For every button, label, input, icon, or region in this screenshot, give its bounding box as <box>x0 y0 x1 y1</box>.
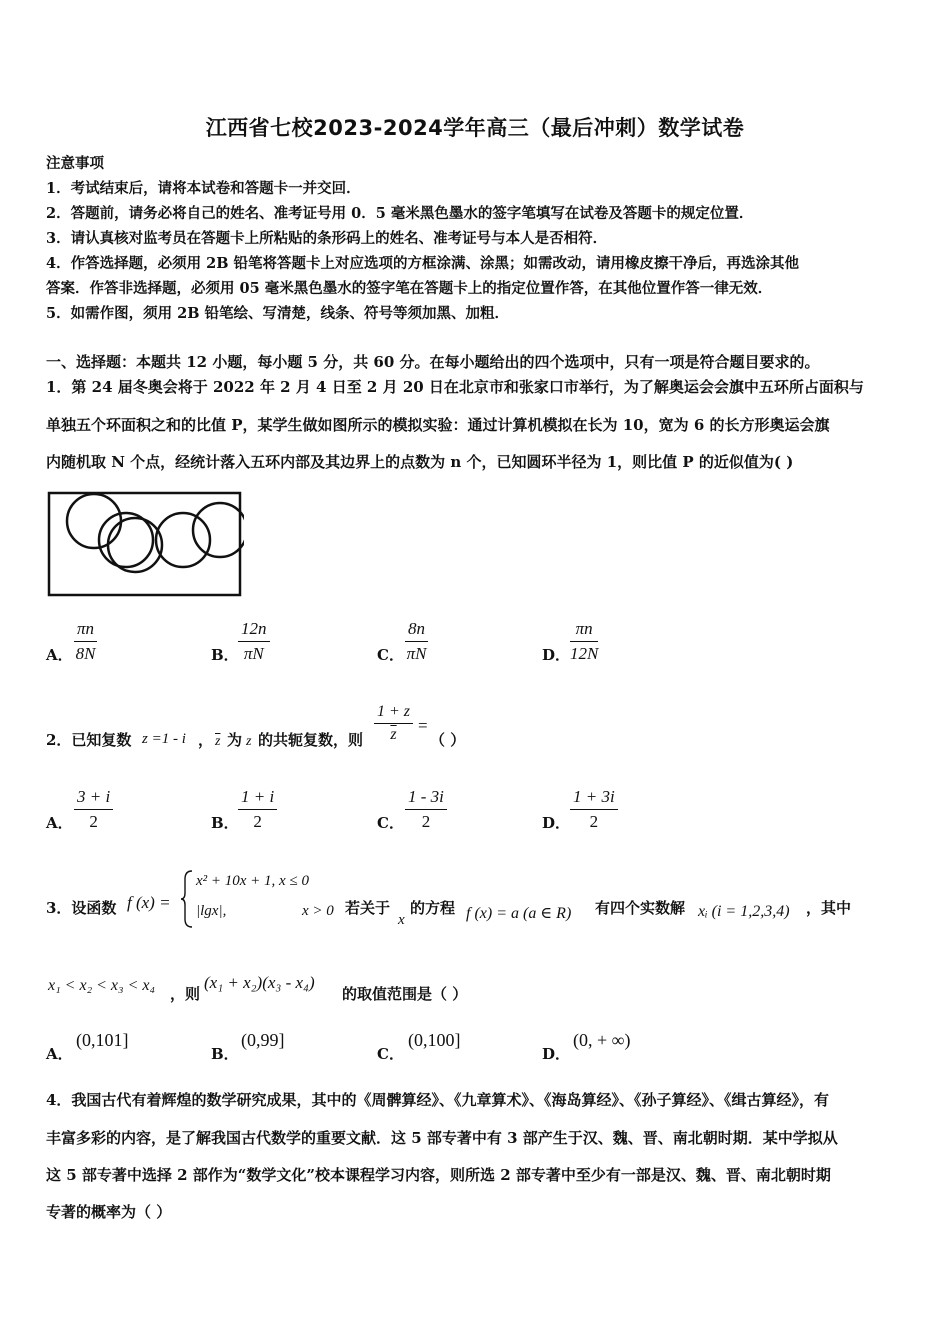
option-label: A． <box>46 1045 73 1063</box>
question-3-equation: f (x) = a (a ∈ R) <box>466 905 572 922</box>
piecewise-case-2-condition: x > 0 <box>302 903 334 919</box>
notice-item: 答案．作答非选择题，必须用 05 毫米黑色墨水的签字笔在答题卡上的指定位置作答，在其他位置作答一律无效． <box>46 280 773 297</box>
question-2-text: 的共轭复数，则 <box>258 731 364 749</box>
option-fraction: $\frac{1 + i}{2}$ <box>238 787 277 832</box>
notice-item: 4．作答选择题，必须用 2B 铅笔将答题卡上对应选项的方框涂满、涂黑；如需改动，请用橡皮擦干净后，再选涂其他 <box>46 255 800 272</box>
option-fraction: $\frac{3 + i}{2}$ <box>74 787 113 832</box>
question-3-text: ，则 <box>170 985 201 1003</box>
question-4-line: 4．我国古代有着辉煌的数学研究成果，其中的《周髀算经》、《九章算术》、《海岛算经》、《孙子算经》、《缉古算经》，有 <box>46 1091 829 1109</box>
question-1-line: 内随机取 N 个点，经统计落入五环内部及其边界上的点数为 n 个，已知圆环半径为 1，则比值 P 的近似值为( ) <box>46 453 794 471</box>
question-2-prefix: 2．已知复数 <box>46 731 132 749</box>
ring <box>193 503 244 557</box>
question-4-line: 专著的概率为（ ） <box>46 1203 172 1221</box>
option-fraction: $\frac{8n}{\pi N}$ <box>406 619 427 663</box>
question-3-expression: (x₁ + x₂)(x₃ - x₄) <box>204 973 315 992</box>
option-label: D． <box>542 814 571 832</box>
option-interval: (0, + ∞) <box>573 1030 631 1050</box>
option-label: C． <box>377 646 404 664</box>
piecewise-case-1: x² + 10x + 1, x ≤ 0 <box>196 873 309 889</box>
option-interval: (0,100] <box>408 1030 461 1050</box>
question-3-prefix: 3．设函数 <box>46 899 117 917</box>
question-2-equals: = <box>418 716 428 735</box>
notice-heading: 注意事项 <box>46 156 104 172</box>
question-3-order: x₁ < x₂ < x₃ < x₄ <box>48 977 156 994</box>
question-3-text: 若关于 <box>345 899 391 917</box>
question-4-line: 这 5 部专著中选择 2 部作为“数学文化”校本课程学习内容，则所选 2 部专著中至少有一部是汉、魏、晋、南北朝时期 <box>46 1166 831 1184</box>
question-2-text: 为 <box>227 731 243 749</box>
question-2-zdef: z =1 - i <box>142 731 186 747</box>
question-3-fx: f (x) = <box>127 893 171 912</box>
question-3-text: 的取值范围是（ ） <box>342 985 468 1003</box>
notice-item: 1．考试结束后，请将本试卷和答题卡一并交回． <box>46 180 361 197</box>
option-label: A． <box>46 814 73 832</box>
question-1-line: 单独五个环面积之和的比值 P，某学生做如图所示的模拟实验：通过计算机模拟在长为 10，宽为 6 的长方形奥运会旗 <box>46 416 830 434</box>
option-fraction: $\frac{12n}{\pi N}$ <box>238 619 270 664</box>
section-heading: 一、选择题：本题共 12 小题，每小题 5 分，共 60 分。在每小题给出的四个选项中，只有一项是符合题目要求的。 <box>46 353 820 371</box>
page-title: 江西省七校2023-2024学年高三（最后冲刺）数学试卷 <box>205 116 745 140</box>
notice-item: 5．如需作图，须用 2B 铅笔绘、写清楚，线条、符号等须加黑、加粗． <box>46 305 510 322</box>
option-fraction: $\frac{1 - 3i}{2}$ <box>405 787 447 832</box>
option-interval: (0,99] <box>241 1030 285 1050</box>
ring <box>67 494 121 548</box>
option-label: B． <box>211 646 239 664</box>
option-interval: (0,101] <box>76 1030 129 1050</box>
question-3-text: ，其中 <box>806 899 852 917</box>
question-2-fraction: $\frac{1 + z}{z}$ <box>374 703 413 744</box>
ring <box>156 513 210 567</box>
question-2-z: z <box>246 734 252 749</box>
option-label: B． <box>211 814 239 832</box>
ring <box>108 518 162 572</box>
piecewise-brace <box>180 869 194 929</box>
question-1-line: 1．第 24 届冬奥会将于 2022 年 2 月 4 日至 2 月 20 日在北京市和张家口市举行，为了解奥运会会旗中五环所占面积与 <box>46 378 864 396</box>
piecewise-case-2: |lgx|, <box>196 903 227 919</box>
olympic-rings-figure <box>46 490 244 598</box>
question-2-paren: （ ） <box>430 731 466 749</box>
notice-item: 3．请认真核对监考员在答题卡上所粘贴的条形码上的姓名、准考证号与本人是否相符． <box>46 230 608 247</box>
option-label: C． <box>377 1045 404 1063</box>
option-label: B． <box>211 1045 239 1063</box>
question-4-line: 丰富多彩的内容，是了解我国古代数学的重要文献．这 5 部专著中有 3 部产生于汉、魏、晋、南北朝时期．某中学拟从 <box>46 1129 838 1147</box>
option-label: D． <box>542 646 571 664</box>
question-3-text: 有四个实数解 <box>595 899 686 917</box>
question-3-roots: xᵢ (i = 1,2,3,4) <box>698 903 790 920</box>
option-label: A． <box>46 646 73 664</box>
option-fraction: $\frac{\pi n}{12N}$ <box>570 619 599 663</box>
question-3-var: x <box>398 912 405 928</box>
question-3-text: 的方程 <box>410 899 456 917</box>
option-label: D． <box>542 1045 571 1063</box>
option-label: C． <box>377 814 404 832</box>
question-2-zbar: $\overline{z}$ <box>215 734 221 749</box>
notice-item: 2．答题前，请务必将自己的姓名、准考证号用 0．5 毫米黑色墨水的签字笔填写在试卷及答题卡的规定位置． <box>46 205 754 222</box>
question-2-comma: ， <box>198 731 214 749</box>
option-fraction: $\frac{1 + 3i}{2}$ <box>570 787 618 832</box>
option-fraction: $\frac{\pi n}{8N}$ <box>75 619 96 663</box>
